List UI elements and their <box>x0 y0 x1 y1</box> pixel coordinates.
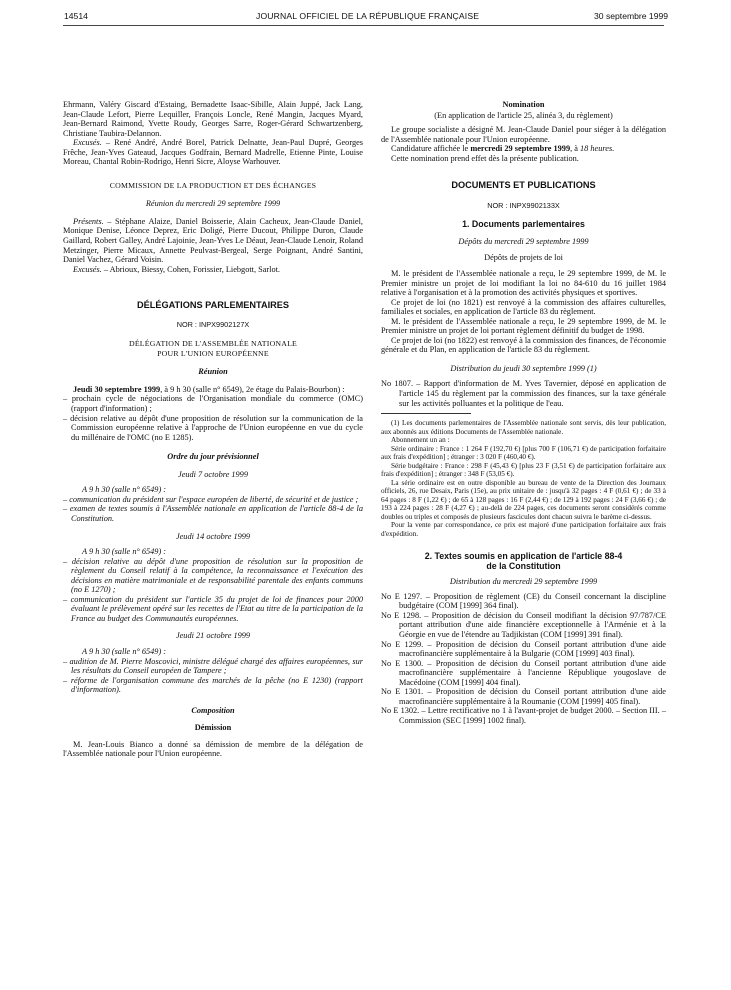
page-header <box>0 0 731 24</box>
distribution1-title: Distribution du jeudi 30 septembre 1999 (1) <box>450 363 597 373</box>
day3-time: A 9 h 30 (salle n° 6549) : <box>82 646 167 656</box>
day2-time: A 9 h 30 (salle n° 6549) : <box>82 547 167 557</box>
footnote-line: Abonnement un an : <box>391 436 450 445</box>
nomination-text: Le groupe socialiste a désigné M. Jean-Claude Daniel pour siéger à la délégation de l'Assemblée nationale pour l'Union européenne. <box>381 125 666 144</box>
section1-title: 1. Documents parlementaires <box>462 219 585 230</box>
excuses-paragraph <box>63 138 363 167</box>
depot-paragraph: M. le président de l'Assemblée nationale a reçu, le 29 septembre 1999, de M. le Premier ministre un projet de loi portant règlement définitif du budget de 1998. <box>381 316 666 336</box>
nor-reference: NOR : INPX9902127X <box>176 319 250 329</box>
depot-paragraph: Ce projet de loi (no 1822) est renvoyé à la commission des finances, de l'économie générale et du Plan, en application de l'article 83 du règlement. <box>381 335 666 355</box>
ordre-title: Ordre du jour prévisionnel <box>167 452 259 462</box>
presents-text: – Stéphane Alaize, Daniel Boisserie, Alain Cacheux, Jean-Claude Daniel, Monique Denise, Léonce Deprez, Eric Doligé, Pierre Ducout, Philippe Duron, Claude Gaillard, Robert Galley, André Lajoinie, Jean-Yves Le Déaut, Jean-Claude Lenoir, Roland Metzinger, Pierre Micaux, Annette Peulvast-Bergeal, Serge Poignant, André Santini, Daniel Vachez, Gérard Voisin. <box>63 216 363 265</box>
day3-title: Jeudi 21 octobre 1999 <box>175 631 251 641</box>
distribution1-item: No 1807. – Rapport d'information de M. Yves Tavernier, déposé en application de l'article 145 du règlement par la commission des finances, sur la taxe générale sur les activités polluantes et la politique de l'eau. <box>381 379 666 408</box>
day1-time: A 9 h 30 (salle n° 6549) : <box>82 485 167 495</box>
texte-item: No E 1302. – Lettre rectificative no 1 à l'avant-projet de budget 2000. – Section III. – Commission (SEC [1999] 1002 final). <box>381 706 666 725</box>
nomination-title: Nomination <box>502 100 545 109</box>
documents-heading: DOCUMENTS ET PUBLICATIONS <box>451 180 596 191</box>
nomination-subtitle: (En application de l'article 25, alinéa 3, du règlement) <box>434 110 613 120</box>
texte-item: No E 1299. – Proposition de décision du Conseil portant attribution d'une aide macrofinancière supplémentaire à la Bulgarie (COM [1999] 403 final). <box>381 639 666 659</box>
issue-date: 30 septembre 1999 <box>594 11 669 21</box>
commission-title: COMMISSION DE LA PRODUCTION ET DES ÉCHANGES <box>109 180 317 190</box>
section2-title-line2: de la Constitution <box>486 560 561 571</box>
section1-subtitle: Dépôts du mercredi 29 septembre 1999 <box>458 236 589 246</box>
texte-item: No E 1298. – Proposition de décision du Conseil modifiant la décision 97/787/CE portant attribution d'une aide financière exceptionnelle à l'Arménie et à la Géorgie en vue de l'étendre au Tadjikistan (COM [1999] 391 final). <box>381 610 666 639</box>
journal-title: JOURNAL OFFICIEL DE LA RÉPUBLIQUE FRANÇAISE <box>256 11 480 21</box>
excuses-text-2: – Abrioux, Biessy, Cohen, Forissier, Liebgott, Sarlot. <box>101 264 280 274</box>
texte-item: No E 1301. – Proposition de décision du Conseil portant attribution d'une aide macrofinancière supplémentaire à la Roumanie (COM [1999] 405 final). <box>381 687 666 706</box>
day3-item: – réforme de l'organisation commune des marchés de la pêche (no E 1230) (rapport d'information). <box>63 675 363 695</box>
footnote-line: Série ordinaire : France : 1 264 F (192,70 €) [plus 700 F (106,71 €) de participation forfaitaire aux frais d'expédition] ; étranger : 3 020 F (460,40 €). <box>381 444 666 462</box>
day3-item: – audition de M. Pierre Moscovici, ministre délégué chargé des affaires européennes, sur les résultats du Conseil européen de Tampere ; <box>63 656 363 676</box>
excuses-text: – René André, André Borel, Patrick Delnatte, Jean-Paul Dupré, Georges Frêche, Jean-Yves Gateaud, Jacques Godfrain, Bernard Madrelle, Etienne Pinte, Louise Moreau, Chantal Robin-Rodrigo, Henri Sicre, Aloyse Warhouver. <box>63 138 363 167</box>
left-column <box>63 100 363 759</box>
footnote <box>381 419 666 538</box>
candidature-hour: 18 heures. <box>580 144 615 154</box>
presents-paragraph <box>63 217 363 265</box>
present-list: Ehrmann, Valéry Giscard d'Estaing, Bernadette Isaac-Sibille, Alain Juppé, Jack Lang, Jean-Claude Lefort, Pierre Lequiller, François Loncle, René Mangin, Jacques Myard, Jean-Bernard Raimond, Yvette Roudy, Georges Sarre, Roger-Gérard Schwartzenberg, Christiane Taubira-Delannon. <box>63 100 363 138</box>
jeudi-item: – prochain cycle de négociations de l'Organisation mondiale du commerce (OMC) (rapport d'information) ; <box>63 394 363 414</box>
depot-paragraph: M. le président de l'Assemblée nationale a reçu, le 29 septembre 1999, de M. le Premier ministre un projet de loi modifiant la loi no 84-610 du 16 juillet 1984 relative à l'organisation et à la promotion des activités physiques et sportives. <box>381 269 666 298</box>
composition-title: Composition <box>191 705 235 715</box>
jeudi-date: Jeudi 30 septembre 1999 <box>73 384 161 394</box>
day2-title: Jeudi 14 octobre 1999 <box>175 531 251 541</box>
texte-item: No E 1300. – Proposition de décision du Conseil portant attribution d'une aide macrofinancière supplémentaire à l'ancienne République yougoslave de Macédoine (COM [1999] 404 final). <box>381 658 666 687</box>
delegation-title-line2: POUR L'UNION EUROPÉENNE <box>157 348 269 358</box>
excuses-paragraph-2 <box>63 265 363 275</box>
page-number: 14514 <box>64 11 88 21</box>
day1-title: Jeudi 7 octobre 1999 <box>178 469 248 479</box>
candidature-mid: , à <box>570 144 581 154</box>
section2-title-line1: 2. Textes soumis en application de l'article 88-4 <box>424 551 623 562</box>
day1-item: – communication du président sur l'espace européen de liberté, de sécurité et de justice ; <box>63 494 359 504</box>
nor-reference-2: NOR : INPX9902133X <box>487 200 560 210</box>
distribution2-title: Distribution du mercredi 29 septembre 1999 <box>449 577 598 587</box>
day1-item: – examen de textes soumis à l'Assemblée nationale en application de l'article 88-4 de la Constitution. <box>63 504 363 523</box>
jeudi-rest: , à 9 h 30 (salle n° 6549), 2e étage du Palais-Bourbon) : <box>160 384 345 394</box>
day2-item: – décision relative au dépôt d'une proposition de résolution sur la proposition de règlement du Conseil relatif à la compétence, la reconnaissance et l'exécution des décisions en matière matrimoniale et de responsabilité parentale des enfants communs (no E 1270) ; <box>63 556 363 595</box>
header-rule <box>63 25 664 26</box>
depot-paragraph: Ce projet de loi (no 1821) est renvoyé à la commission des affaires culturelles, familiales et sociales, en application de l'article 83 du règlement. <box>381 297 666 317</box>
texte-item: No E 1297. – Proposition de règlement (CE) du Conseil concernant la discipline budgétaire (COM [1999] 364 final). <box>381 591 666 611</box>
footnote-line: Série budgétaire : France : 298 F (45,43 €) [plus 23 F (3,51 €) de participation forfaitaire aux frais d'expédition] ; étranger : 348 F (53,05 €). <box>381 461 666 479</box>
footnote-line: La série ordinaire est en outre disponible au bureau de vente de la Direction des Journaux officiels, 26, rue Desaix, Paris (15e), au prix unitaire de : jusqu'à 32 pages : 4 F (0,61 €) ; de 33 à 64 pages : 8 F (1,22 €) ; de 65 à 128 pages : 16 F (2,44 €) ; de 129 à 192 pages : 24 F (3,66 €) ; de 193 à 224 pages : 28 F (4,27 €) ; au-delà de 224 pages, ces documents seront considérés comme doubles ou triples et composés de plusieurs fascicules dont chacun suivra le barème ci-dessus. <box>381 478 666 521</box>
footnote-rule <box>381 413 471 414</box>
candidature-pre: Candidature affichée le <box>391 144 471 154</box>
demission-title: Démission <box>194 723 232 733</box>
presents-label: Présents. <box>73 216 104 226</box>
demission-text: M. Jean-Louis Bianco a donné sa démission de membre de la délégation de l'Assemblée nationale pour l'Union européenne. <box>63 739 363 759</box>
jeudi-paragraph <box>63 385 363 395</box>
day2-item: – communication du président sur l'article 35 du projet de loi de finances pour 2000 évaluant le prélèvement opéré sur les recettes de l'Etat au titre de la participation de la France au budget des Communautés européennes. <box>63 594 363 623</box>
right-column <box>381 100 666 725</box>
candidature-text <box>381 144 666 154</box>
excuses-label-2: Excusés. <box>73 264 102 274</box>
excuses-label: Excusés. <box>73 138 102 148</box>
reunion-label: Réunion <box>198 367 228 377</box>
jeudi-item: – décision relative au dépôt d'une proposition de résolution sur la communication de la Commission européenne relative à l'approche de l'Union européenne en vue du cycle du millénaire de l'OMC (no E 1285). <box>63 413 363 442</box>
effet-text: Cette nomination prend effet dès la présente publication. <box>391 153 579 163</box>
commission-reunion: Réunion du mercredi 29 septembre 1999 <box>145 199 281 209</box>
footnote-line: (1) Les documents parlementaires de l'Assemblée nationale sont servis, dès leur publication, aux abonnés aux éditions Documents de l'Assemblée nationale. <box>381 419 666 436</box>
delegations-heading: DÉLÉGATIONS PARLEMENTAIRES <box>136 300 290 311</box>
footnote-line: Pour la vente par correspondance, ce prix est majoré d'une participation forfaitaire aux frais d'expédition. <box>381 521 666 538</box>
depots-title: Dépôts de projets de loi <box>484 253 563 263</box>
candidature-date: mercredi 29 septembre 1999 <box>470 144 571 154</box>
delegation-title-line1: DÉLÉGATION DE L'ASSEMBLÉE NATIONALE <box>128 339 297 349</box>
